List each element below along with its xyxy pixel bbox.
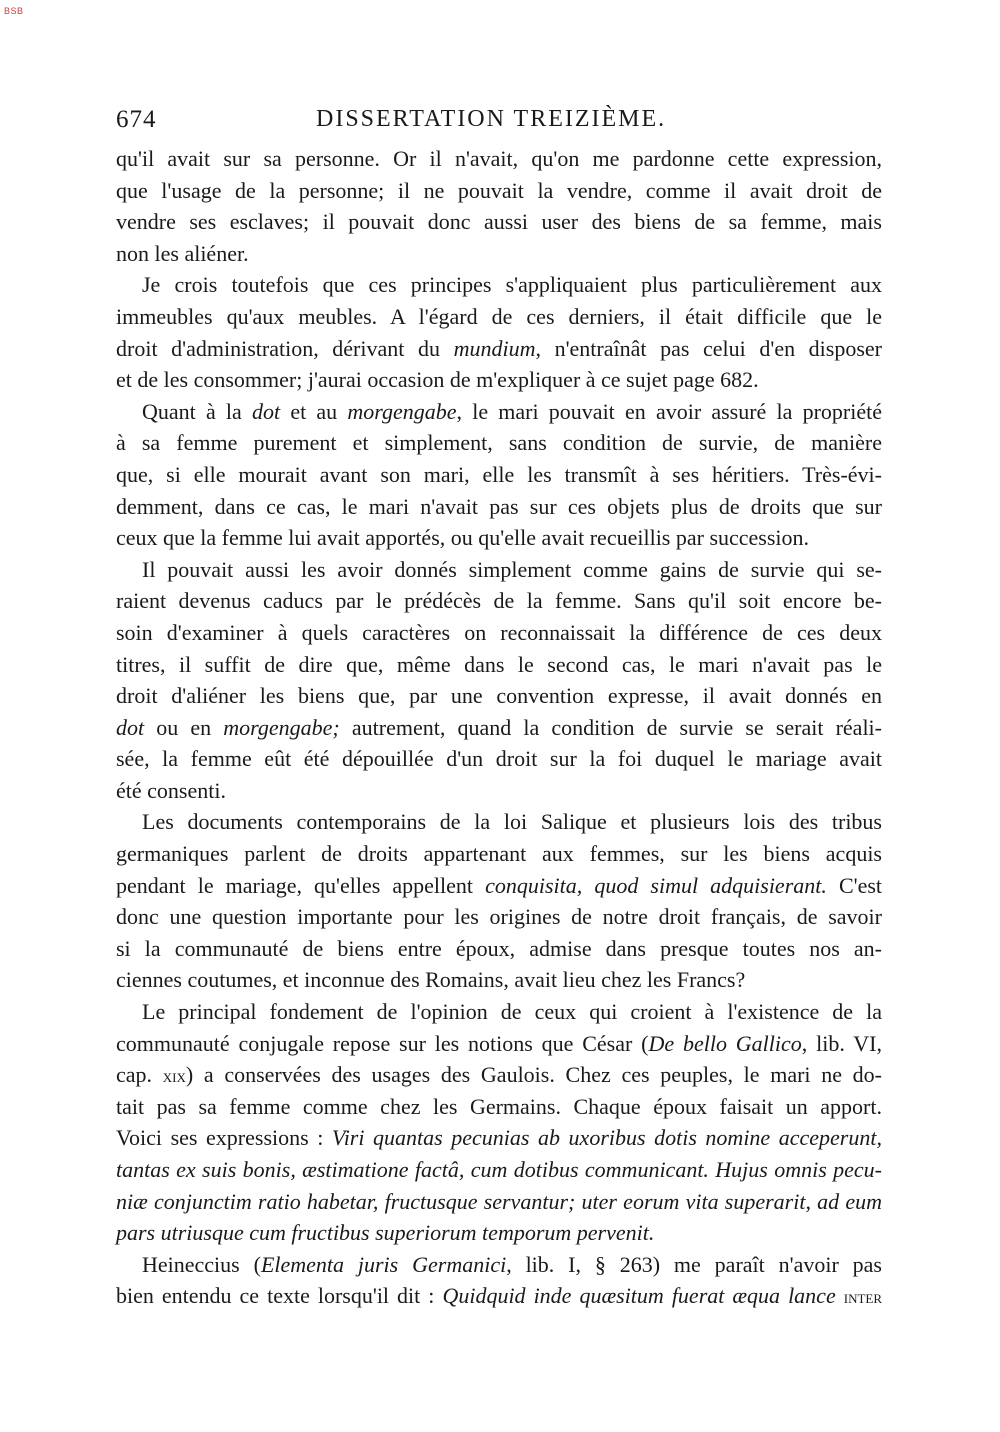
text-line: et de les consommer; j'aurai occasion de m'expliquer à ce sujet page 682.	[116, 367, 759, 393]
text-line: droit d'administration, dérivant du mundium, n'entraînât pas celui d'en disposer	[116, 335, 883, 361]
text-line: ceux que la femme lui avait apportés, ou qu'elle avait recueillis par succession.	[116, 525, 810, 551]
text-line: que l'usage de la personne; il ne pouvait la vendre, comme il avait droit de	[116, 177, 882, 203]
text-line: raient devenus caducs par le prédécès de la femme. Sans qu'il soit encore be-	[116, 588, 882, 614]
running-title: DISSERTATION TREIZIÈME.	[316, 106, 667, 132]
text-line: été consenti.	[116, 777, 226, 803]
text-line: sée, la femme eût été dépouillée d'un droit sur la foi duquel le mariage avait	[116, 746, 882, 772]
text-line: Voici ses expressions : Viri quantas pecunias ab uxoribus dotis nomine acceperunt,	[116, 1125, 882, 1151]
text-line: Heineccius (Elementa juris Germanici, lib. I, § 263) me paraît n'avoir pas	[142, 1251, 882, 1277]
text-line: communauté conjugale repose sur les notions que César (De bello Gallico, lib. VI,	[116, 1030, 882, 1056]
text-line: pars utriusque cum fructibus superiorum temporum pervenit.	[116, 1220, 655, 1246]
page-number: 674	[116, 106, 157, 133]
page-header	[116, 106, 882, 146]
text-line: immeubles qu'aux meubles. A l'égard de ces derniers, il était difficile que le	[116, 303, 882, 329]
text-line: Le principal fondement de l'opinion de ceux qui croient à l'existence de la	[142, 999, 882, 1025]
text-line: pendant le mariage, qu'elles appellent conquisita, quod simul adquisierant. C'est	[116, 872, 883, 898]
text-line: vendre ses esclaves; il pouvait donc aussi user des biens de sa femme, mais	[116, 209, 882, 235]
text-line: Je crois toutefois que ces principes s'appliquaient plus particulièrement aux	[142, 272, 882, 298]
text-line: soin d'examiner à quels caractères on reconnaissait la différence de ces deux	[116, 619, 882, 645]
library-stamp: BSB	[4, 6, 24, 16]
text-line: titres, il suffit de dire que, même dans le second cas, le mari n'avait pas le	[116, 651, 882, 677]
text-line: à sa femme purement et simplement, sans condition de survie, de manière	[116, 430, 882, 456]
text-line: tantas ex suis bonis, æstimatione factâ, cum dotibus communicant. Hujus omnis pecu-	[116, 1157, 882, 1182]
text-line: droit d'aliéner les biens que, par une convention expresse, il avait donnés en	[116, 683, 882, 709]
text-line: cap. xix) a conservées des usages des Gaulois. Chez ces peuples, le mari ne do-	[116, 1062, 883, 1088]
text-line: non les aliéner.	[116, 240, 249, 266]
text-line: donc une question importante pour les origines de notre droit français, de savoir	[116, 904, 882, 930]
text-line: Il pouvait aussi les avoir donnés simplement comme gains de survie qui se-	[142, 556, 882, 582]
text-line: niæ conjunctim ratio habetar, fructusque servantur; uter eorum vita superarit, ad eum	[116, 1188, 882, 1214]
text-line: demment, dans ce cas, le mari n'avait pas sur ces objets plus de droits que sur	[116, 493, 882, 519]
text-line: si la communauté de biens entre époux, admise dans presque toutes nos an-	[116, 935, 882, 961]
text-line: tait pas sa femme comme chez les Germains. Chaque époux faisait un apport.	[116, 1093, 882, 1119]
text-line: Les documents contemporains de la loi Salique et plusieurs lois des tribus	[142, 809, 882, 835]
text-line: dot ou en morgengabe; autrement, quand la condition de survie se serait réali-	[116, 714, 882, 740]
text-line: Quant à la dot et au morgengabe, le mari pouvait en avoir assuré la propriété	[142, 398, 882, 424]
text-line: que, si elle mourait avant son mari, elle les transmît à ses héritiers. Très-évi-	[116, 461, 882, 487]
body-text	[116, 143, 882, 1312]
text-line: bien entendu ce texte lorsqu'il dit : Quidquid inde quæsitum fuerat æqua lance inter	[116, 1283, 883, 1309]
text-line: germaniques parlent de droits appartenant aux femmes, sur les biens acquis	[116, 841, 882, 867]
text-line: qu'il avait sur sa personne. Or il n'avait, qu'on me pardonne cette expression,	[116, 146, 882, 171]
text-line: ciennes coutumes, et inconnue des Romains, avait lieu chez les Francs?	[116, 967, 746, 993]
